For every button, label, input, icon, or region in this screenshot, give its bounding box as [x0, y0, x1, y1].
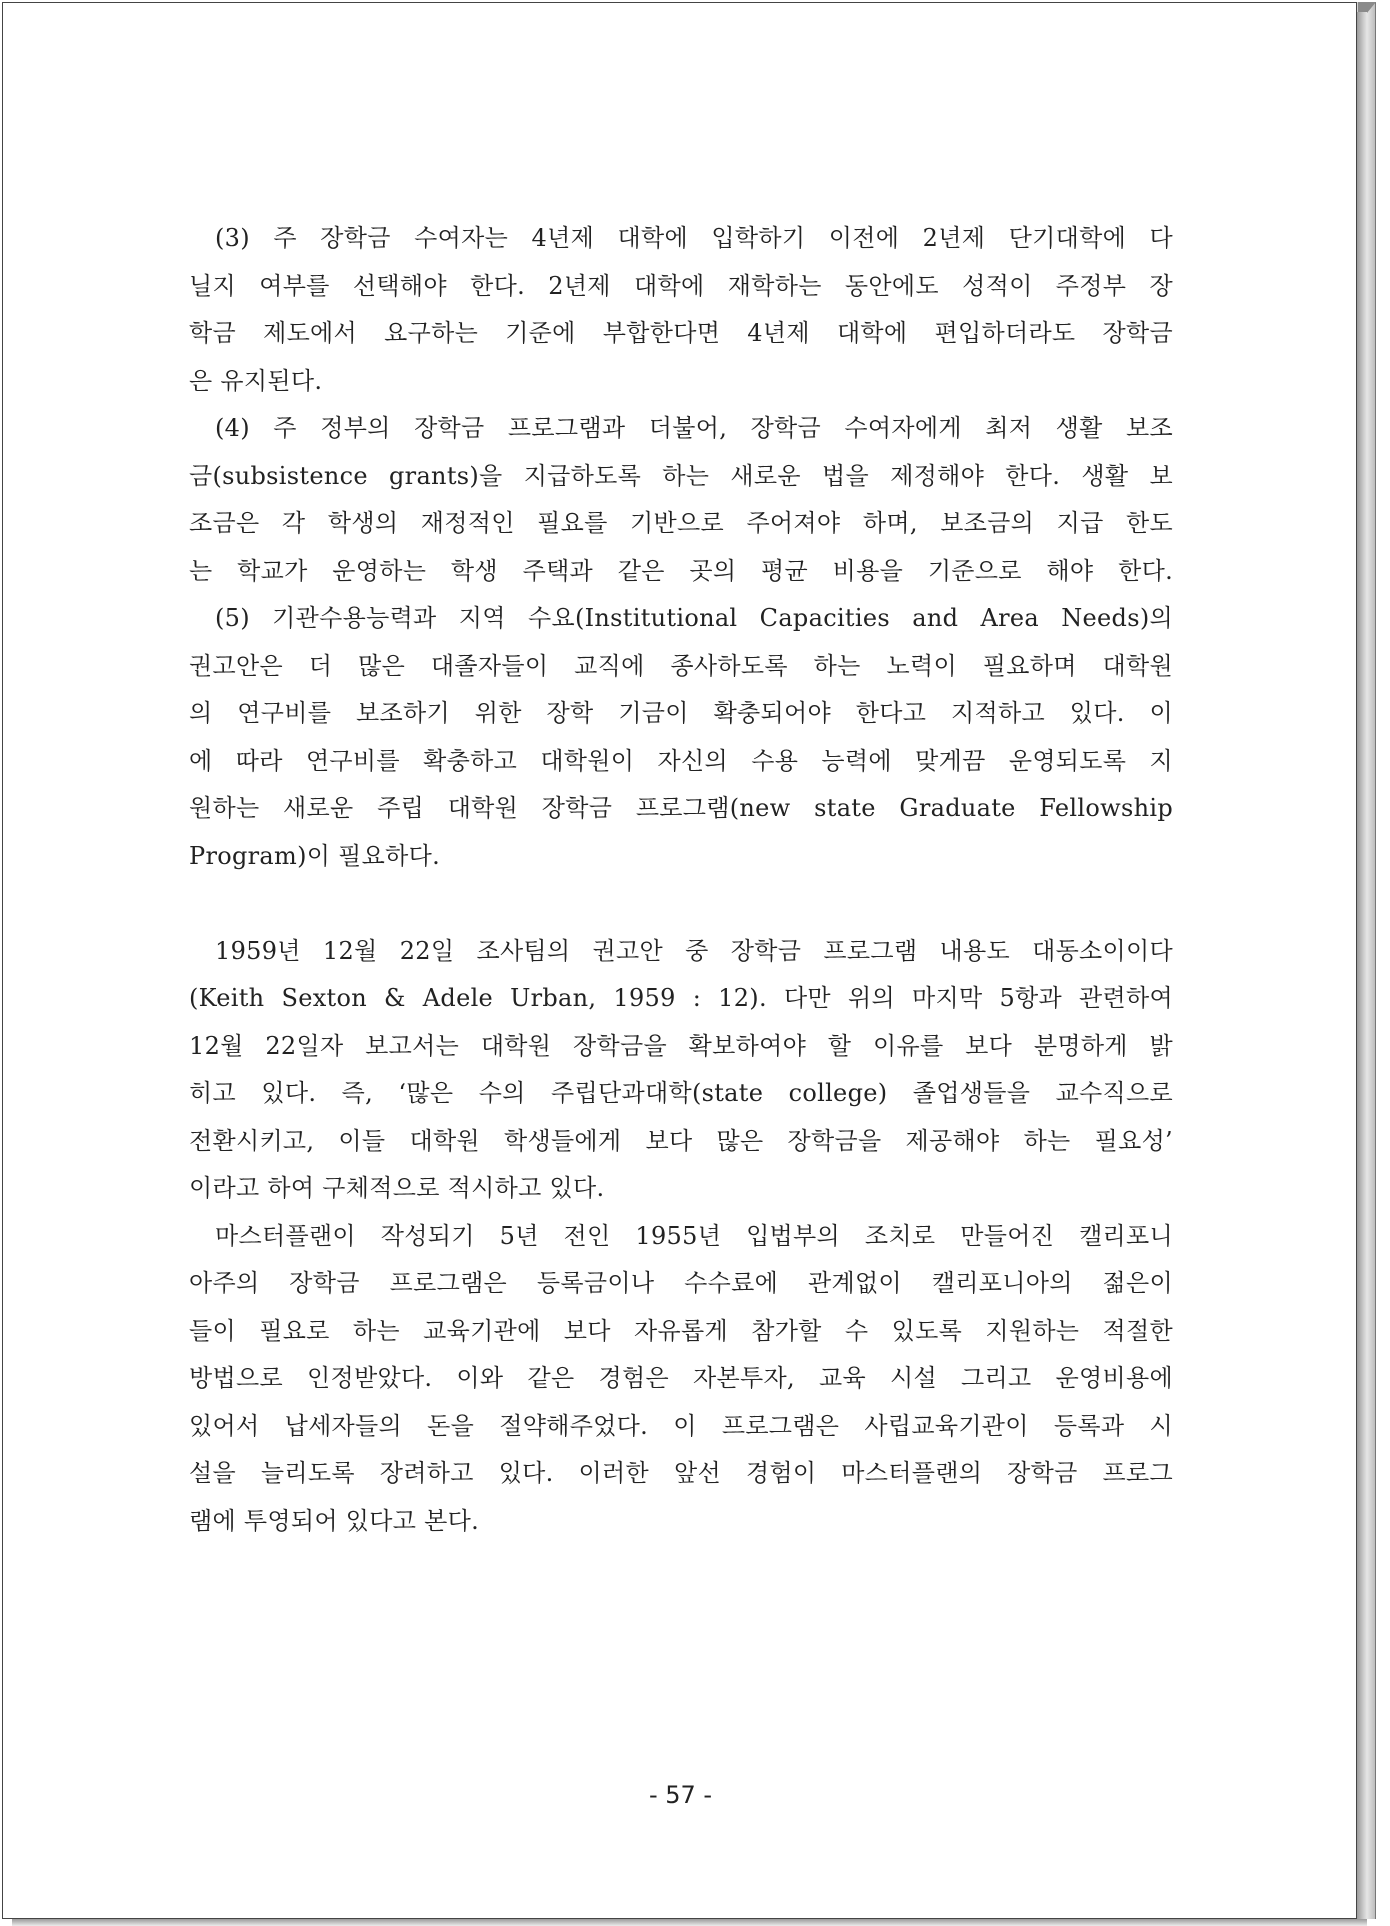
text-line: 아주의 장학금 프로그램은 등록금이나 수수료에 관계없이 캘리포니아의 젊은이 [189, 1269, 1173, 1297]
text-line: 금(subsistence grants)을 지급하도록 하는 새로운 법을 제정해야 한다. 생활 보 [189, 461, 1173, 490]
page-shadow-bottom [12, 1919, 1367, 1926]
text-line: 12월 22일자 보고서는 대학원 장학금을 확보하여야 할 이유를 보다 분명하게 밝 [189, 1031, 1173, 1060]
text-line: 1959년 12월 22일 조사팀의 권고안 중 장학금 프로그램 내용도 대동소이이다 [215, 936, 1173, 965]
text-line: 설을 늘리도록 장려하고 있다. 이러한 앞선 경험이 마스터플랜의 장학금 프로그 [189, 1459, 1173, 1487]
paragraph-item-3 [189, 215, 1173, 405]
text-line: 조금은 각 학생의 재정적인 필요를 기반으로 주어져야 하며, 보조금의 지급 한도 [189, 509, 1173, 537]
page-shadow-right [1357, 12, 1367, 1924]
text-line: (3) 주 장학금 수여자는 4년제 대학에 입학하기 이전에 2년제 단기대학에 다 [215, 224, 1173, 252]
text-line: 들이 필요로 하는 교육기관에 보다 자유롭게 참가할 수 있도록 지원하는 적절한 [189, 1316, 1173, 1345]
text-line: 원하는 새로운 주립 대학원 장학금 프로그램(new state Graduate Fellowship [189, 794, 1173, 822]
paragraph-gap [189, 880, 1173, 928]
document-page [2, 2, 1357, 1919]
text-line: 권고안은 더 많은 대졸자들이 교직에 종사하도록 하는 노력이 필요하며 대학원 [189, 651, 1173, 680]
text-line: Program)이 필요하다. [189, 841, 441, 870]
text-line: 있어서 납세자들의 돈을 절약해주었다. 이 프로그램은 사립교육기관이 등록과 시 [189, 1411, 1173, 1440]
text-line: 은 유지된다. [189, 366, 323, 395]
text-line: (Keith Sexton & Adele Urban, 1959 : 12). 다만 위의 마지막 5항과 관련하여 [189, 984, 1173, 1012]
paragraph-1959-recommendations [189, 928, 1173, 1213]
text-line: 히고 있다. 즉, ‘많은 수의 주립단과대학(state college) 졸업생들을 교수직으로 [189, 1079, 1173, 1107]
text-line: 닐지 여부를 선택해야 한다. 2년제 대학에 재학하는 동안에도 성적이 주정부 장 [189, 271, 1173, 300]
text-line: 는 학교가 운영하는 학생 주택과 같은 곳의 평균 비용을 기준으로 해야 한다. [189, 556, 1173, 585]
text-line: 의 연구비를 보조하기 위한 장학 기금이 확충되어야 한다고 지적하고 있다. 이 [189, 699, 1173, 727]
paragraph-item-4 [189, 405, 1173, 595]
paragraph-master-plan [189, 1213, 1173, 1546]
body-text [189, 215, 1173, 1545]
paragraph-item-5 [189, 595, 1173, 880]
text-line: 램에 투영되어 있다고 본다. [189, 1506, 480, 1535]
text-line: 전환시키고, 이들 대학원 학생들에게 보다 많은 장학금을 제공해야 하는 필요성’ [189, 1126, 1173, 1155]
text-line: 학금 제도에서 요구하는 기준에 부합한다면 4년제 대학에 편입하더라도 장학금 [189, 319, 1173, 347]
text-line: 에 따라 연구비를 확충하고 대학원이 자신의 수용 능력에 맞게끔 운영되도록 지 [189, 746, 1173, 775]
text-line: (4) 주 정부의 장학금 프로그램과 더불어, 장학금 수여자에게 최저 생활 보조 [215, 414, 1173, 442]
text-line: 마스터플랜이 작성되기 5년 전인 1955년 입법부의 조치로 만들어진 캘리포니 [215, 1221, 1173, 1250]
page-number: - 57 - [648, 1781, 713, 1809]
text-line: 이라고 하여 구체적으로 적시하고 있다. [189, 1174, 605, 1202]
text-line: 방법으로 인정받았다. 이와 같은 경험은 자본투자, 교육 시설 그리고 운영비용에 [189, 1364, 1173, 1392]
text-line: (5) 기관수용능력과 지역 수요(Institutional Capacities and Area Needs)의 [215, 604, 1173, 632]
